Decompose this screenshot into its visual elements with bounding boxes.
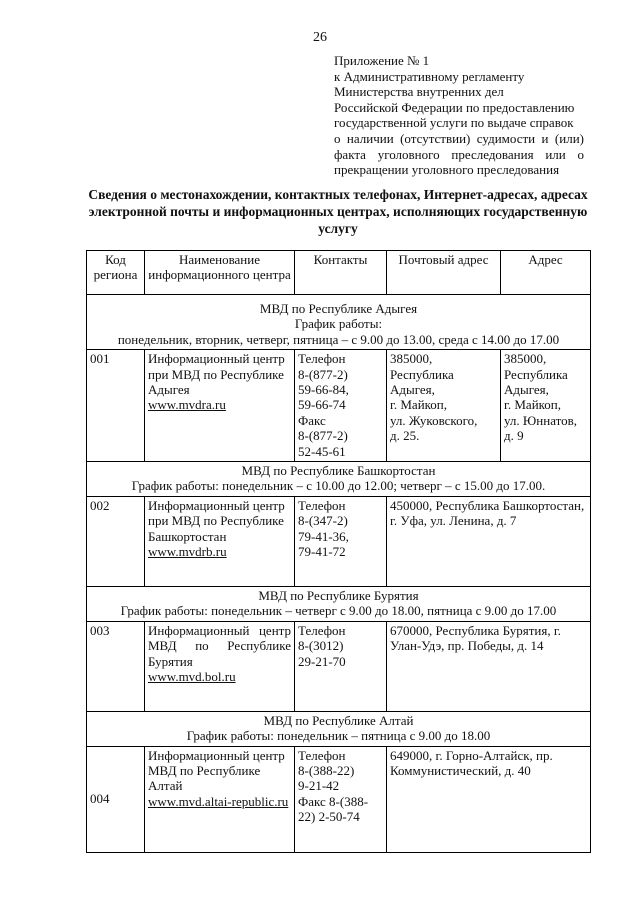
header-postal: Почтовый адрес bbox=[387, 251, 501, 295]
region-title: МВД по Республике Адыгея bbox=[259, 301, 418, 316]
region-code: 001 bbox=[87, 350, 145, 462]
region-schedule: График работы: понедельник – пятница с 9.00 до 18.00 bbox=[186, 728, 491, 744]
website-link[interactable]: www.mvd.altai-republic.ru bbox=[148, 793, 289, 809]
center-cell bbox=[145, 350, 295, 462]
postal-address-cell bbox=[387, 350, 501, 462]
address-line: Адыгея, bbox=[504, 382, 549, 398]
postal-address-cell: 450000, Республика Башкортостан, г. Уфа, ул. Ленина, д. 7 bbox=[387, 496, 591, 586]
contact-line: Телефон bbox=[298, 747, 346, 763]
contact-line: 29-21-70 bbox=[298, 653, 346, 669]
postal-line: г. Майкоп, bbox=[390, 397, 448, 413]
table-row bbox=[87, 746, 591, 852]
website-link[interactable]: www.mvdra.ru bbox=[148, 397, 226, 413]
title-line: электронной почты и информационных центрах, исполняющих государственную bbox=[88, 204, 588, 219]
website-link[interactable]: www.mvdrb.ru bbox=[148, 544, 227, 560]
website-link[interactable]: www.mvd.bol.ru bbox=[148, 668, 236, 684]
contacts-cell bbox=[295, 746, 387, 852]
region-header-row bbox=[87, 711, 591, 746]
address-line: Республика bbox=[504, 366, 568, 382]
center-cell bbox=[145, 746, 295, 852]
title-line: услугу bbox=[318, 221, 358, 236]
contact-line: Телефон bbox=[298, 351, 346, 367]
contact-line: 9-21-42 bbox=[298, 778, 340, 794]
appendix-line: к Административному регламенту bbox=[334, 68, 525, 84]
contacts-cell bbox=[295, 350, 387, 462]
info-centers-table bbox=[86, 250, 591, 853]
region-code: 003 bbox=[87, 621, 145, 711]
region-header-row bbox=[87, 462, 591, 497]
center-name: Информационный центр при МВД по Республике Адыгея bbox=[148, 351, 285, 398]
region-title: МВД по Республике Алтай bbox=[263, 712, 414, 728]
region-schedule: График работы: понедельник – с 10.00 до 12.00; четверг – с 15.00 до 17.00. bbox=[131, 478, 546, 494]
region-schedule: понедельник, вторник, четверг, пятница – с 9.00 до 13.00, среда с 14.00 до 17.00 bbox=[117, 331, 560, 347]
address-line: д. 9 bbox=[504, 428, 524, 444]
contact-line: 22) 2-50-74 bbox=[298, 809, 360, 825]
table-row bbox=[87, 350, 591, 462]
region-code: 002 bbox=[87, 496, 145, 586]
header-address: Адрес bbox=[501, 251, 591, 295]
contacts-cell bbox=[295, 496, 387, 586]
contact-line: 8-(388-22) bbox=[298, 762, 355, 778]
address-line: ул. Юннатов, bbox=[504, 412, 578, 428]
address-line: 385000, bbox=[504, 351, 547, 367]
contact-line: Телефон bbox=[298, 622, 346, 638]
header-code: Код региона bbox=[87, 251, 145, 295]
postal-address-cell: 670000, Республика Бурятия, г. Улан-Удэ, пр. Победы, д. 14 bbox=[387, 621, 591, 711]
center-name: Информационный центр МВД по Республике Бурятия bbox=[148, 622, 291, 669]
region-title: МВД по Республике Бурятия bbox=[258, 587, 419, 603]
appendix-line: государственной услуги по выдаче справок bbox=[334, 115, 574, 131]
contact-line: 59-66-74 bbox=[298, 397, 346, 413]
table-header-row bbox=[87, 251, 591, 295]
appendix-line: о наличии (отсутствии) судимости и (или) bbox=[334, 130, 584, 146]
contact-line: 8-(877-2) bbox=[298, 428, 348, 444]
appendix-line: прекращении уголовного преследования bbox=[334, 162, 560, 178]
contacts-cell bbox=[295, 621, 387, 711]
region-schedule: График работы: понедельник – четверг с 9.00 до 18.00, пятница с 9.00 до 17.00 bbox=[120, 603, 557, 619]
appendix-line: факта уголовного преследования или о bbox=[334, 146, 584, 162]
center-name: Информационный центр при МВД по Республике Башкортостан bbox=[148, 497, 285, 544]
appendix-line: Министерства внутренних дел bbox=[334, 84, 504, 100]
region-header-row bbox=[87, 586, 591, 621]
title-line: Сведения о местонахождении, контактных телефонах, Интернет-адресах, адресах bbox=[88, 187, 588, 202]
postal-line: ул. Жуковского, bbox=[390, 412, 478, 428]
region-code: 004 bbox=[87, 746, 145, 852]
header-contacts: Контакты bbox=[295, 251, 387, 295]
table-row bbox=[87, 621, 591, 711]
contact-line: 59-66-84, bbox=[298, 382, 349, 398]
region-header-row bbox=[87, 295, 591, 350]
postal-line: д. 25. bbox=[390, 428, 420, 444]
postal-address-cell: 649000, г. Горно-Алтайск, пр. Коммунистический, д. 40 bbox=[387, 746, 591, 852]
postal-line: 385000, bbox=[390, 351, 433, 367]
region-title: МВД по Республике Башкортостан bbox=[241, 463, 436, 479]
contact-line: Телефон bbox=[298, 497, 346, 513]
header-name: Наименование информационного центра bbox=[145, 251, 295, 295]
contact-line: 79-41-36, bbox=[298, 528, 349, 544]
table-row bbox=[87, 496, 591, 586]
appendix-block bbox=[334, 53, 584, 178]
contact-line: 8-(3012) bbox=[298, 638, 344, 654]
address-cell bbox=[501, 350, 591, 462]
appendix-line: Приложение № 1 bbox=[334, 53, 430, 68]
document-title bbox=[86, 186, 590, 237]
center-cell bbox=[145, 621, 295, 711]
contact-line: 52-45-61 bbox=[298, 443, 346, 459]
contact-line: Факс bbox=[298, 412, 326, 428]
contact-line: 8-(877-2) bbox=[298, 366, 348, 382]
region-schedule-label: График работы: bbox=[294, 316, 383, 332]
appendix-line: Российской Федерации по предоставлению bbox=[334, 99, 575, 115]
contact-line: 8-(347-2) bbox=[298, 513, 348, 529]
contact-line: 79-41-72 bbox=[298, 544, 346, 560]
contact-line: Факс 8-(388- bbox=[298, 793, 369, 809]
center-name: Информационный центр МВД по Республике Алтай bbox=[148, 747, 285, 794]
center-cell bbox=[145, 496, 295, 586]
postal-line: Адыгея, bbox=[390, 382, 435, 398]
page-number: 26 bbox=[313, 30, 327, 45]
postal-line: Республика bbox=[390, 366, 454, 382]
address-line: г. Майкоп, bbox=[504, 397, 562, 413]
